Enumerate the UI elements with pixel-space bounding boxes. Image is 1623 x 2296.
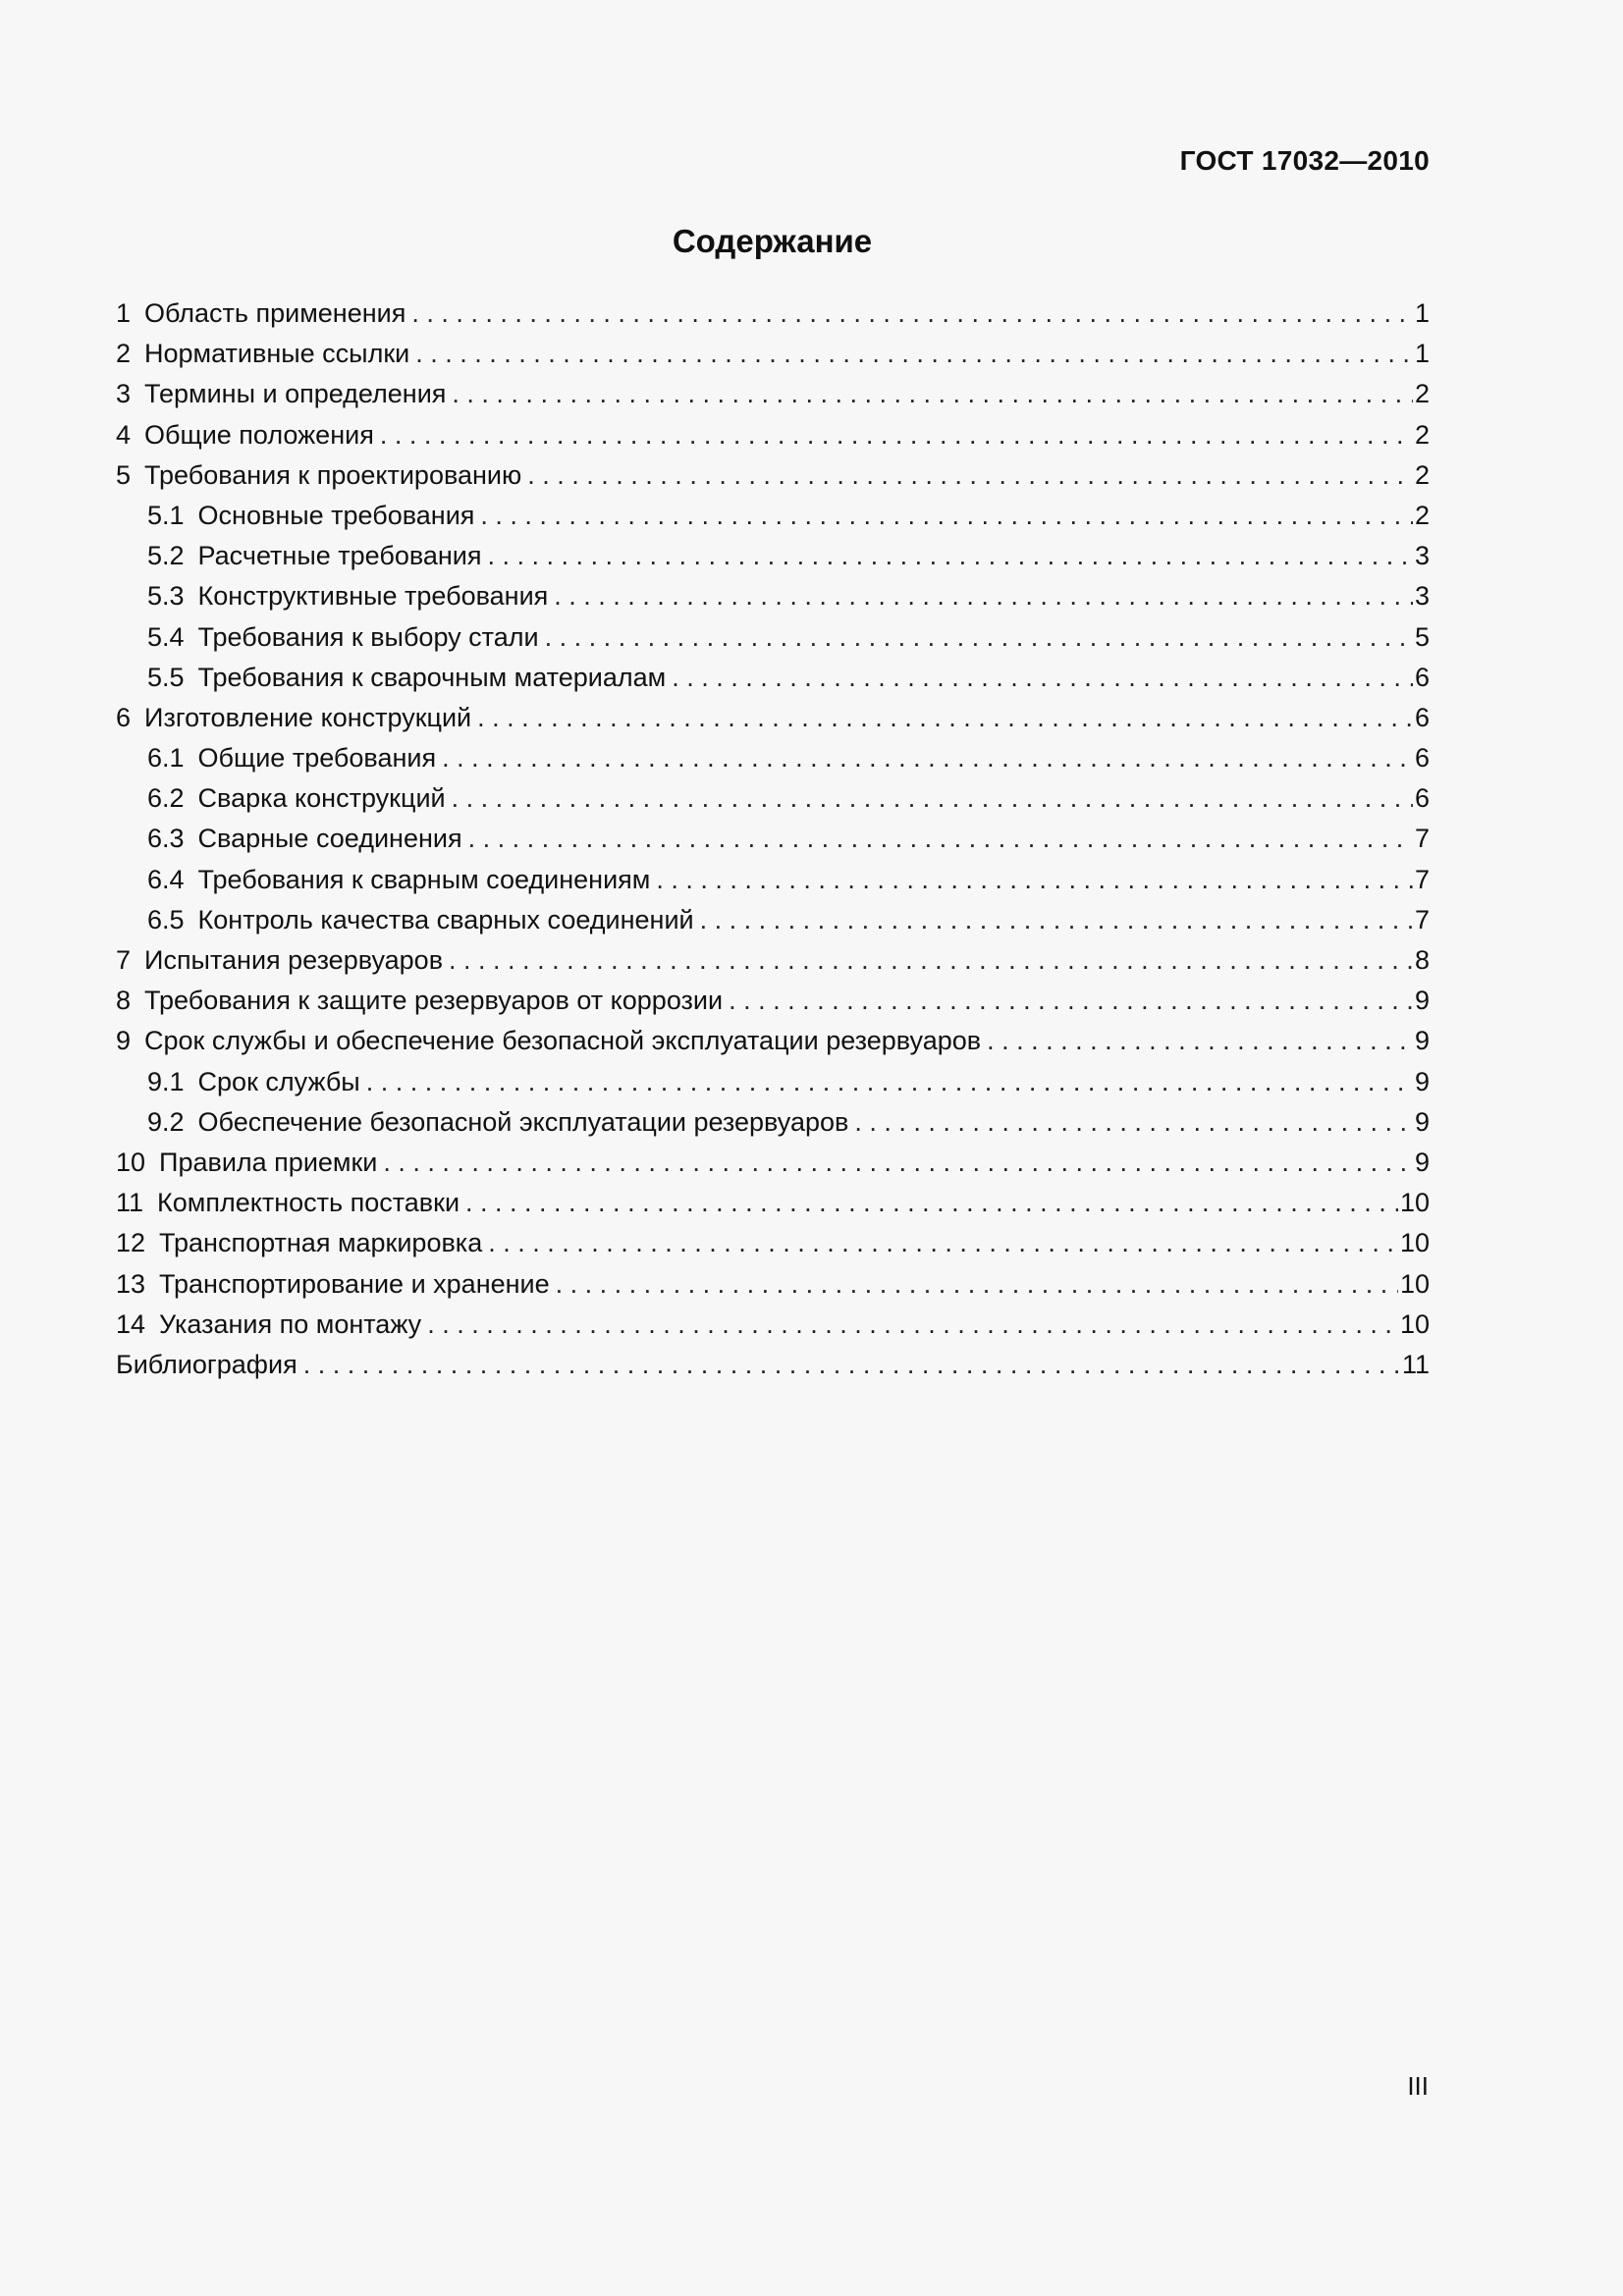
toc-entry-label: Библиография <box>116 1349 298 1379</box>
dot-leader <box>482 536 1413 576</box>
toc-entry-label: Срок службы и обеспечение безопасной эксплуатации резервуаров <box>144 1026 982 1056</box>
toc-entry-page: 10 <box>1399 1268 1430 1299</box>
dot-leader <box>436 738 1413 778</box>
toc-entry-page: 7 <box>1414 864 1430 894</box>
toc-entry-number: 5.3 <box>147 581 185 612</box>
toc-entry-page: 3 <box>1414 541 1430 571</box>
toc-entry-label: Требования к сварочным материалам <box>197 662 667 692</box>
toc-entry-title <box>116 1264 550 1305</box>
toc-entry-label: Общие требования <box>197 743 437 774</box>
toc-entry-number: 6.1 <box>147 743 185 774</box>
toc-entry-label: Область применения <box>144 298 406 328</box>
toc-entry-page: 10 <box>1399 1188 1430 1218</box>
dot-leader <box>443 940 1413 981</box>
dot-leader <box>539 617 1413 658</box>
toc-entry-label: Расчетные требования <box>197 541 482 571</box>
dot-leader <box>550 1264 1398 1305</box>
toc-entry[interactable] <box>116 940 1430 981</box>
toc-entry-title <box>116 1183 460 1223</box>
toc-entry[interactable] <box>116 658 1430 698</box>
toc-entry-title <box>147 738 436 778</box>
toc-entry-number: 12 <box>116 1228 146 1258</box>
toc-entry-label: Термины и определения <box>144 379 447 409</box>
toc-entry-number: 2 <box>116 339 132 369</box>
toc-entry-page: 1 <box>1414 339 1430 369</box>
toc-entry-label: Сварные соединения <box>197 824 462 854</box>
toc-entry[interactable] <box>116 496 1430 536</box>
toc-entry-title <box>147 819 462 859</box>
toc-entry[interactable] <box>116 455 1430 496</box>
dot-leader <box>694 900 1413 940</box>
toc-entry[interactable] <box>116 415 1430 455</box>
dot-leader <box>548 576 1413 616</box>
dot-leader <box>377 1143 1413 1183</box>
toc-entry-label: Конструктивные требования <box>197 581 549 612</box>
toc-entry-page: 2 <box>1414 379 1430 409</box>
dot-leader <box>360 1062 1413 1102</box>
toc-entry-label: Требования к сварным соединениям <box>197 864 651 894</box>
toc-entry-title <box>116 374 446 414</box>
toc-entry[interactable] <box>116 334 1430 374</box>
toc-entry-number: 8 <box>116 986 132 1016</box>
toc-entry-title <box>147 1102 848 1143</box>
toc-entry[interactable] <box>116 1345 1430 1385</box>
toc-entry-number: 5.2 <box>147 541 185 571</box>
toc-entry-number: 5.5 <box>147 662 185 692</box>
toc-entry-label: Обеспечение безопасной эксплуатации резервуаров <box>197 1106 849 1137</box>
toc-entry[interactable] <box>116 1102 1430 1143</box>
toc-entry-page: 3 <box>1414 581 1430 612</box>
toc-entry-label: Изготовление конструкций <box>144 702 472 732</box>
toc-entry-label: Основные требования <box>197 500 475 530</box>
toc-entry-number: 6.5 <box>147 904 185 934</box>
dot-leader <box>421 1305 1398 1345</box>
toc-entry[interactable] <box>116 536 1430 576</box>
dot-leader <box>460 1183 1398 1223</box>
toc-entry-label: Требования к проектированию <box>144 459 522 490</box>
toc-entry-title <box>116 981 723 1021</box>
page-title: Содержание <box>672 223 873 259</box>
toc-entry-title <box>147 536 482 576</box>
toc-entry-label: Нормативные ссылки <box>144 339 410 369</box>
toc-entry-number: 11 <box>116 1188 144 1218</box>
toc-entry-label: Правила приемки <box>159 1147 378 1177</box>
dot-leader <box>521 455 1413 496</box>
toc-entry[interactable] <box>116 1062 1430 1102</box>
toc-entry[interactable] <box>116 1223 1430 1263</box>
dot-leader <box>471 698 1413 738</box>
toc-entry-title <box>147 496 474 536</box>
toc-entry-page: 6 <box>1414 662 1430 692</box>
toc-entry[interactable] <box>116 981 1430 1021</box>
toc-entry[interactable] <box>116 294 1430 334</box>
toc-entry-label: Требования к защите резервуаров от коррозии <box>144 986 724 1016</box>
toc-entry[interactable] <box>116 1264 1430 1305</box>
dot-leader <box>723 981 1413 1021</box>
toc-entry[interactable] <box>116 778 1430 819</box>
toc-entry[interactable] <box>116 1183 1430 1223</box>
dot-leader <box>462 819 1413 859</box>
toc-entry-page: 10 <box>1399 1228 1430 1258</box>
toc-entry-title <box>147 617 539 658</box>
toc-entry[interactable] <box>116 1021 1430 1061</box>
toc-entry-number: 9.1 <box>147 1066 185 1096</box>
toc-entry-page: 2 <box>1414 500 1430 530</box>
dot-leader <box>298 1345 1400 1385</box>
toc-entry[interactable] <box>116 738 1430 778</box>
toc-entry-page: 10 <box>1399 1308 1430 1339</box>
toc-entry[interactable] <box>116 576 1430 616</box>
toc-entry-title <box>147 658 666 698</box>
toc-entry-page: 9 <box>1414 1066 1430 1096</box>
toc-entry-number: 6.2 <box>147 783 185 814</box>
dot-leader <box>474 496 1413 536</box>
toc-entry-title <box>147 860 650 900</box>
toc-entry-number: 10 <box>116 1147 146 1177</box>
toc-entry-label: Указания по монтажу <box>159 1308 422 1339</box>
toc-entry-label: Контроль качества сварных соединений <box>197 904 694 934</box>
toc-entry-page: 9 <box>1414 1026 1430 1056</box>
dot-leader <box>666 658 1413 698</box>
toc-entry[interactable] <box>116 698 1430 738</box>
toc-entry-number: 5.4 <box>147 621 185 652</box>
toc-entry-label: Комплектность поставки <box>157 1188 460 1218</box>
toc-entry-page: 1 <box>1414 298 1430 328</box>
toc-entry[interactable] <box>116 860 1430 900</box>
toc-entry-title <box>116 1305 421 1345</box>
toc-entry-number: 1 <box>116 298 132 328</box>
toc-entry-label: Общие положения <box>144 419 374 450</box>
toc-entry-title <box>116 334 409 374</box>
page-number: III <box>1407 2071 1429 2101</box>
toc-entry[interactable] <box>116 374 1430 414</box>
toc-entry-label: Сварка конструкций <box>197 783 446 814</box>
toc-entry-label: Срок службы <box>197 1066 360 1096</box>
table-of-contents <box>116 294 1430 1385</box>
dot-leader <box>409 334 1413 374</box>
toc-entry[interactable] <box>116 1305 1430 1345</box>
toc-entry-page: 2 <box>1414 419 1430 450</box>
toc-entry-number: 5 <box>116 459 132 490</box>
dot-leader <box>848 1102 1413 1143</box>
toc-entry[interactable] <box>116 819 1430 859</box>
dot-leader <box>482 1223 1398 1263</box>
toc-entry-page: 5 <box>1414 621 1430 652</box>
toc-entry-title <box>116 455 521 496</box>
toc-entry-title <box>116 294 406 334</box>
toc-entry-page: 9 <box>1414 1147 1430 1177</box>
toc-entry-title <box>147 576 548 616</box>
toc-entry[interactable] <box>116 617 1430 658</box>
toc-entry-title <box>116 1021 981 1061</box>
dot-leader <box>374 415 1413 455</box>
toc-entry-number: 3 <box>116 379 132 409</box>
toc-entry-page: 8 <box>1414 945 1430 975</box>
toc-entry-page: 6 <box>1414 783 1430 814</box>
toc-entry-title <box>116 1223 482 1263</box>
toc-entry-label: Транспортирование и хранение <box>159 1268 550 1299</box>
toc-entry-page: 9 <box>1414 1106 1430 1137</box>
toc-entry-title <box>116 698 471 738</box>
document-code: ГОСТ 17032—2010 <box>1179 145 1430 176</box>
dot-leader <box>981 1021 1413 1061</box>
toc-entry-number: 6 <box>116 702 132 732</box>
dot-leader <box>406 294 1413 334</box>
toc-entry-number: 4 <box>116 419 132 450</box>
toc-entry-number: 6.4 <box>147 864 185 894</box>
toc-entry-title <box>116 1143 377 1183</box>
toc-entry-title <box>147 778 446 819</box>
toc-entry-page: 11 <box>1401 1349 1430 1379</box>
toc-entry-label: Испытания резервуаров <box>144 945 444 975</box>
toc-entry-number: 6.3 <box>147 824 185 854</box>
toc-entry[interactable] <box>116 900 1430 940</box>
toc-entry-page: 7 <box>1414 904 1430 934</box>
toc-entry-label: Требования к выбору стали <box>197 621 539 652</box>
toc-entry-page: 6 <box>1414 702 1430 732</box>
toc-entry[interactable] <box>116 1143 1430 1183</box>
toc-entry-title <box>116 1345 298 1385</box>
toc-entry-number: 14 <box>116 1308 146 1339</box>
toc-entry-page: 7 <box>1414 824 1430 854</box>
dot-leader <box>446 374 1413 414</box>
toc-entry-title <box>147 900 694 940</box>
dot-leader <box>650 860 1413 900</box>
toc-entry-title <box>116 940 443 981</box>
toc-entry-number: 9 <box>116 1026 132 1056</box>
toc-entry-number: 7 <box>116 945 132 975</box>
toc-entry-number: 9.2 <box>147 1106 185 1137</box>
toc-entry-title <box>147 1062 360 1102</box>
toc-entry-page: 2 <box>1414 459 1430 490</box>
toc-entry-number: 5.1 <box>147 500 185 530</box>
toc-entry-label: Транспортная маркировка <box>159 1228 483 1258</box>
toc-entry-number: 13 <box>116 1268 146 1299</box>
toc-entry-page: 6 <box>1414 743 1430 774</box>
toc-entry-page: 9 <box>1414 986 1430 1016</box>
toc-entry-title <box>116 415 374 455</box>
dot-leader <box>446 778 1413 819</box>
